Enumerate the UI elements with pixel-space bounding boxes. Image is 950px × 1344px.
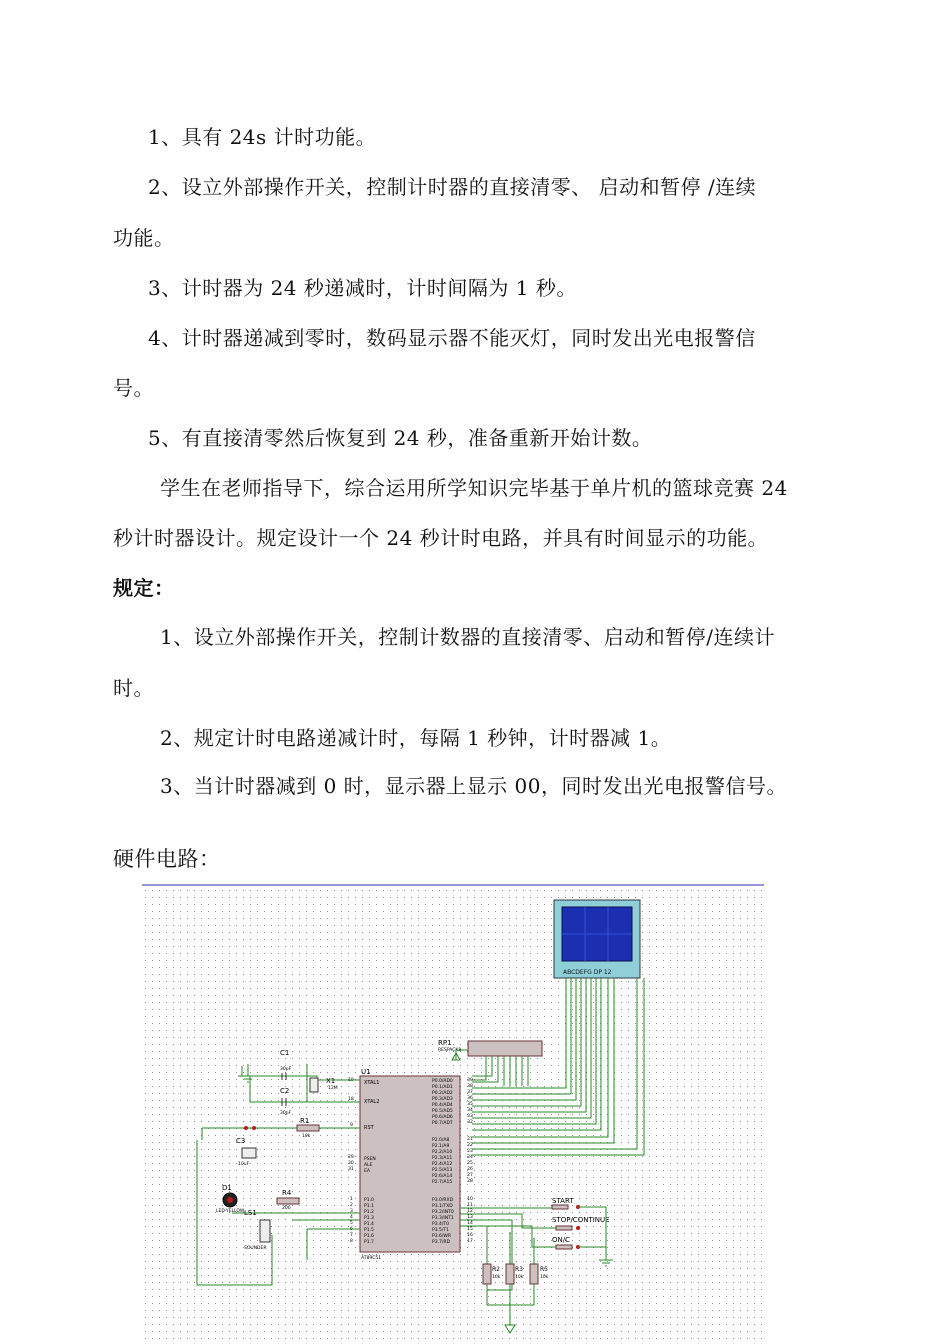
p2-pin-num-3: 24: [467, 1155, 473, 1160]
requirement-1: 1、设立外部操作开关，控制计数器的直接清零、启动和暂停/连续计: [160, 625, 775, 649]
p1-pin-num-2: 3: [350, 1209, 353, 1214]
requirements-heading: 规定：: [113, 576, 175, 600]
p1-pin-num-4: 5: [350, 1221, 353, 1226]
p0-pin-label-0: P0.0/AD0: [432, 1079, 453, 1084]
svg-text:200: 200: [282, 1206, 291, 1211]
p3-pin-num-5: 15: [467, 1227, 473, 1232]
p1-pin-label-0: P1.0: [364, 1198, 374, 1203]
p2-pin-label-4: P2.4/A12: [432, 1162, 453, 1167]
r2-value: 10k: [492, 1275, 501, 1280]
rp1-ref: RP1: [438, 1039, 452, 1047]
p3-pin-label-3: P3.3/INT1: [432, 1216, 454, 1221]
r2-ref: R2: [492, 1266, 500, 1273]
svg-text:10k: 10k: [302, 1134, 311, 1139]
p2-pin-num-6: 27: [467, 1173, 473, 1178]
svg-text:ON/C: ON/C: [552, 1236, 570, 1244]
p3-pin-label-6: P3.6/WR: [432, 1234, 451, 1239]
svg-text:LED-YELLOW: LED-YELLOW: [216, 1209, 245, 1214]
requirement-3: 3、当计时器减到 0 时，显示器上显示 00，同时发出光电报警信号。: [160, 774, 787, 798]
p2-pin-num-1: 22: [467, 1143, 473, 1148]
xtal2-label: XTAL2: [364, 1099, 380, 1105]
mcu-u1: [348, 1068, 473, 1261]
p0-pin-label-2: P0.2/AD2: [432, 1091, 453, 1096]
pin-18: 18: [348, 1097, 354, 1102]
p1-pin-label-4: P1.4: [364, 1222, 374, 1227]
p0-pin-num-5: 34: [467, 1108, 473, 1113]
requirement-2: 2、规定计时电路递减计时，每隔 1 秒钟，计时器减 1。: [160, 726, 672, 750]
p1-pin-label-7: P1.7: [364, 1240, 374, 1245]
p1-pin-num-1: 2: [350, 1203, 353, 1208]
svg-text:C1: C1: [280, 1049, 290, 1057]
psen-label: PSEN: [364, 1157, 376, 1162]
p3-pin-num-3: 13: [467, 1215, 473, 1220]
lcd-display: [554, 900, 640, 978]
circuit-schematic: [142, 880, 764, 1344]
ale-label: ALE: [364, 1163, 373, 1168]
svg-text:C3: C3: [236, 1137, 246, 1145]
p1-pin-label-5: P1.5: [364, 1228, 374, 1233]
p3-pin-label-1: P3.1/TXD: [432, 1204, 453, 1209]
p3-pin-label-2: P3.2/INT0: [432, 1210, 454, 1215]
p0-pin-num-0: 39: [467, 1078, 473, 1083]
p1-pin-num-6: 7: [350, 1233, 353, 1238]
pin-19: 19: [348, 1078, 354, 1083]
r5-ref: R5: [540, 1266, 548, 1273]
p1-pin-num-3: 4: [350, 1215, 353, 1220]
p0-pin-label-4: P0.4/AD4: [432, 1103, 453, 1108]
paragraph-2: 2、设立外部操作开关，控制计时器的直接清零、 启动和暂停 /连续: [148, 175, 757, 199]
paragraph-3: 3、计时器为 24 秒递减时，计时间隔为 1 秒。: [148, 276, 577, 300]
p1-pin-label-3: P1.3: [364, 1216, 374, 1221]
p3-pin-label-7: P3.7/RD: [432, 1240, 450, 1245]
p3-pin-num-7: 17: [467, 1239, 473, 1244]
svg-text:30pF: 30pF: [280, 1111, 292, 1116]
p3-pin-num-0: 10: [467, 1197, 473, 1202]
p2-pin-label-7: P2.7/A15: [432, 1180, 453, 1185]
svg-text:30pF: 30pF: [280, 1067, 292, 1072]
u1-ref: U1: [361, 1068, 371, 1076]
p3-pin-num-2: 12: [467, 1209, 473, 1214]
p0-pin-num-4: 35: [467, 1102, 473, 1107]
paragraph-6-cont: 秒计时器设计。规定设计一个 24 秒计时电路，并具有时间显示的功能。: [113, 526, 769, 550]
p3-pin-num-1: 11: [467, 1203, 473, 1208]
p0-pin-num-6: 33: [467, 1114, 473, 1119]
pin-30: 30: [348, 1161, 354, 1166]
p0-pin-label-5: P0.5/AD5: [432, 1109, 453, 1114]
svg-text:SOUNDER: SOUNDER: [244, 1246, 267, 1251]
ea-label: EA: [364, 1169, 370, 1174]
requirement-1-cont: 时。: [113, 676, 154, 700]
p1-pin-label-6: P1.6: [364, 1234, 374, 1239]
p1-pin-num-7: 8: [350, 1239, 353, 1244]
p0-pin-label-1: P0.1/AD1: [432, 1085, 453, 1090]
lcd-pin-label: ABCDEFG DP 12: [563, 969, 612, 976]
svg-text:12M: 12M: [328, 1086, 338, 1091]
pin-31: 31: [348, 1167, 354, 1172]
svg-text:LS1: LS1: [244, 1209, 257, 1217]
pin-9: 9: [350, 1123, 353, 1128]
svg-text:R1: R1: [300, 1117, 310, 1125]
p1-pin-num-5: 6: [350, 1227, 353, 1232]
p2-pin-num-5: 26: [467, 1167, 473, 1172]
p2-pin-label-6: P2.6/A14: [432, 1174, 453, 1179]
rp1-value: RESPACK8: [438, 1048, 462, 1053]
p0-pin-label-6: P0.6/AD6: [432, 1115, 453, 1120]
p0-pin-num-3: 36: [467, 1096, 473, 1101]
r5-value: 10k: [540, 1275, 549, 1280]
p2-pin-num-4: 25: [467, 1161, 473, 1166]
p3-pin-num-6: 16: [467, 1233, 473, 1238]
p2-pin-num-7: 28: [467, 1179, 473, 1184]
svg-text:C2: C2: [280, 1087, 290, 1095]
paragraph-4-cont: 号。: [113, 376, 154, 400]
p3-pin-num-4: 14: [467, 1221, 473, 1226]
r3-value: 10k: [515, 1275, 524, 1280]
p3-pin-label-4: P3.4/T0: [432, 1222, 449, 1227]
rst-label: RST: [364, 1125, 374, 1131]
p2-pin-label-0: P2.0/A8: [432, 1138, 450, 1143]
p0-pin-label-3: P0.3/AD3: [432, 1097, 453, 1102]
p2-pin-label-5: P2.5/A13: [432, 1168, 453, 1173]
p1-pin-label-2: P1.2: [364, 1210, 374, 1215]
pin-29: 29: [348, 1155, 354, 1160]
paragraph-2-cont: 功能。: [113, 226, 175, 250]
p0-pin-num-7: 32: [467, 1120, 473, 1125]
p3-pin-label-0: P3.0/RXD: [432, 1198, 454, 1203]
xtal1-label: XTAL1: [364, 1080, 380, 1086]
p2-pin-label-1: P2.1/A9: [432, 1144, 450, 1149]
paragraph-6: 学生在老师指导下，综合运用所学知识完毕基于单片机的篮球竞赛 24: [160, 476, 788, 500]
p1-pin-label-1: P1.1: [364, 1204, 374, 1209]
svg-text:START: START: [552, 1197, 574, 1205]
svg-text:D1: D1: [222, 1184, 232, 1192]
p2-pin-label-2: P2.2/A10: [432, 1150, 453, 1155]
paragraph-5: 5、有直接清零然后恢复到 24 秒，准备重新开始计数。: [148, 426, 653, 450]
hardware-heading: 硬件电路：: [113, 847, 221, 871]
svg-text:R4: R4: [282, 1189, 292, 1197]
paragraph-4: 4、计时器递减到零时，数码显示器不能灭灯，同时发出光电报警信: [148, 326, 756, 350]
r3-ref: R3: [515, 1266, 523, 1273]
svg-text:X1: X1: [326, 1077, 336, 1085]
p2-pin-num-2: 23: [467, 1149, 473, 1154]
svg-text:STOP/CONTINUE: STOP/CONTINUE: [552, 1216, 610, 1224]
p0-pin-num-2: 37: [467, 1090, 473, 1095]
p0-pin-num-1: 38: [467, 1084, 473, 1089]
svg-text:10uF: 10uF: [238, 1162, 250, 1167]
p0-pin-label-7: P0.7/AD7: [432, 1121, 453, 1126]
p2-pin-num-0: 21: [467, 1137, 473, 1142]
p3-pin-label-5: P3.5/T1: [432, 1228, 449, 1233]
p2-pin-label-3: P2.3/A11: [432, 1156, 453, 1161]
paragraph-1: 1、具有 24s 计时功能。: [148, 125, 377, 149]
p1-pin-num-0: 1: [350, 1197, 353, 1202]
u1-part: AT89C51: [361, 1256, 382, 1261]
